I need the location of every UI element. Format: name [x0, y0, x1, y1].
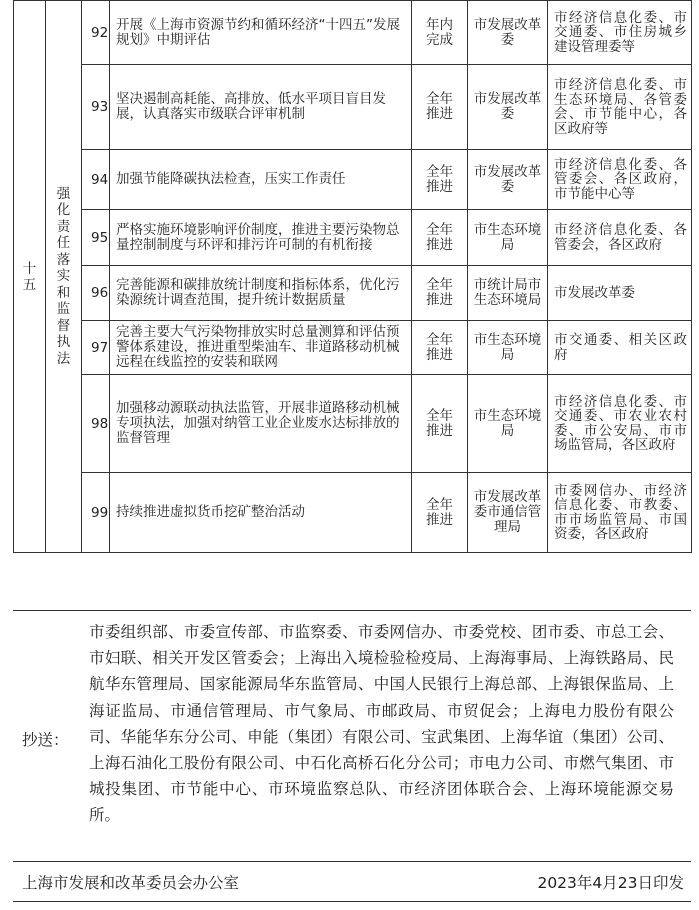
task-text: 加强节能降碳执法检查，压实工作责任 — [116, 171, 346, 187]
lead-unit: 市发展改革委 — [473, 16, 542, 48]
measures-table — [13, 0, 692, 553]
time-text: 全年推进 — [426, 496, 453, 528]
copy-to-section — [13, 610, 691, 862]
coop-units: 市经济信息化委、各管委会、各区政府，市节能中心等 — [554, 156, 687, 202]
section-number: 十五 — [22, 260, 37, 293]
row-number: 92 — [91, 24, 109, 41]
time-text: 全年推进 — [426, 91, 453, 122]
issue-date: 2023年4月23日印发 — [537, 874, 684, 892]
time-text: 全年推进 — [426, 277, 453, 308]
time-text: 全年推进 — [426, 163, 453, 195]
lead-unit: 市发展改革委 — [473, 163, 542, 195]
coop-units: 市发展改革委 — [554, 284, 635, 301]
section-category: 强化责任落实和监督执法 — [56, 185, 71, 367]
row-number: 96 — [91, 285, 109, 301]
lead-unit: 市生态环境局 — [473, 221, 542, 253]
lead-unit: 市统计局市生态环境局 — [473, 277, 542, 308]
coop-units: 市经济信息化委、市交通委、市农业农村委、市公安局、市市场监管局，各区政府 — [554, 393, 687, 453]
task-text: 完善主要大气污染物排放实时总量测算和评估预警体系建设，推进重型柴油车、非道路移动机械远程在线监控的安装和联网 — [116, 324, 400, 370]
row-number: 97 — [91, 339, 109, 356]
table-row — [14, 266, 692, 321]
table-row — [14, 210, 692, 266]
row-number: 94 — [91, 171, 109, 188]
coop-units: 市经济信息化委、市生态环境局、各管委会、市节能中心，各区政府等 — [554, 77, 687, 137]
section-number-cell — [14, 1, 46, 553]
copy-to-label: 抄送： — [22, 731, 69, 749]
lead-unit: 市生态环境局 — [473, 407, 542, 439]
coop-units: 市交通委、相关区政府 — [554, 332, 687, 363]
coop-units: 市经济信息化委、市交通委、市住房城乡建设管理委等 — [554, 9, 687, 55]
task-text: 加强移动源联动执法监管，开展非道路移动机械专项执法，加强对纳管工业企业废水达标排放的监督管理 — [116, 400, 400, 446]
table-row — [14, 375, 692, 473]
issuing-office: 上海市发展和改革委员会办公室 — [22, 874, 240, 892]
task-text: 严格实施环境影响评价制度，推进主要污染物总量控制制度与环评和排污许可制的有机衔接 — [116, 221, 400, 253]
coop-units: 市委网信办、市经济信息化委、市教委、市市场监管局、市国资委，各区政府 — [554, 482, 687, 542]
table-row — [14, 150, 692, 210]
task-text: 持续推进虚拟货币挖矿整治活动 — [116, 504, 305, 520]
row-number: 95 — [91, 229, 109, 246]
time-text: 全年推进 — [426, 407, 453, 439]
table-row — [14, 321, 692, 375]
section-category-cell — [46, 1, 82, 553]
table-row — [14, 65, 692, 150]
row-number: 98 — [91, 415, 109, 432]
lead-unit: 市发展改革委市通信管理局 — [473, 489, 542, 535]
lead-unit: 市生态环境局 — [473, 331, 542, 363]
time-text: 全年推进 — [426, 221, 453, 253]
table-row — [14, 1, 692, 65]
lead-unit: 市发展改革委 — [473, 91, 542, 122]
time-text: 年内完成 — [426, 16, 453, 48]
task-text: 完善能源和碳排放统计制度和指标体系，优化污染源统计调查范围，提升统计数据质量 — [116, 277, 400, 308]
task-text: 开展《上海市资源节约和循环经济“十四五”发展规划》中期评估 — [116, 16, 400, 48]
document-footer — [13, 860, 691, 902]
row-number: 93 — [91, 99, 109, 115]
coop-units: 市经济信息化委、各管委会，各区政府 — [554, 222, 687, 253]
copy-to-recipients: 市委组织部、市委宣传部、市监察委、市委网信办、市委党校、团市委、市总工会、市妇联、相关开发区管委会；上海出入境检验检疫局、上海海事局、上海铁路局、民航华东管理局、国家能源局华东监管局、中国人民银行上海总部、上海银保监局、上海证监局、市通信管理局、市气象局、市邮政局、市贸促会；上海电力股份有限公司、华能华东分公司、申能（集团）有限公司、宝武集团、上海华谊（集团）公司、上海石油化工股份有限公司、中石化高桥石化分公司；市电力公司、市燃气集团、市城投集团、市节能中心、市环境监察总队、市经济团体联合会、上海环境能源交易所。 — [89, 623, 674, 825]
table-row — [14, 473, 692, 553]
time-text: 全年推进 — [426, 331, 453, 363]
task-text: 坚决遏制高耗能、高排放、低水平项目盲目发展，认真落实市级联合评审机制 — [116, 91, 386, 122]
row-number: 99 — [91, 504, 109, 521]
